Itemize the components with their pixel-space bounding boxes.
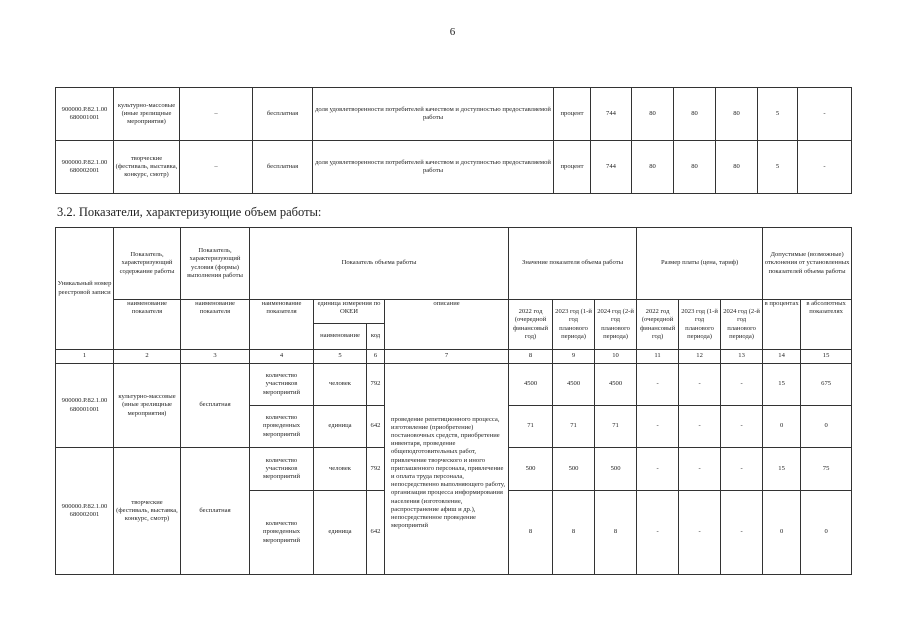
content-cell: культурно-массовые (иные зрелищные мероприятия): [114, 364, 181, 448]
okei-cell: 744: [591, 88, 632, 141]
header-name-indicator: наименование показателя: [250, 300, 314, 350]
value-2023: 4500: [553, 364, 595, 406]
header-f2024: 2024 год (2-й год планового периода): [721, 300, 763, 350]
value-2024: 71: [595, 406, 637, 448]
fee-2022: -: [637, 448, 679, 491]
value-2022: 500: [509, 448, 553, 491]
indicator-cell: доля удовлетворенности потребителей качеством и доступностью предоставляемой работы: [313, 141, 554, 194]
deviation-abs: 75: [801, 448, 852, 491]
value-2023: 8: [553, 491, 595, 575]
column-number: 11: [637, 350, 679, 364]
deviation-pct: 15: [763, 364, 801, 406]
form-cell: бесплатная: [253, 88, 313, 141]
header-volume-value: Значение показателя объема работы: [509, 228, 637, 300]
header-okei-name: наименование: [314, 324, 367, 350]
header-y2022: 2022 год (очередной финансовый год): [509, 300, 553, 350]
fee-2023: -: [679, 448, 721, 491]
value-2023: 500: [553, 448, 595, 491]
column-number: 13: [721, 350, 763, 364]
registry-code: 900000.Р.82.1.00 680002001: [56, 448, 114, 575]
indicator-cell: количество проведенных мероприятий: [250, 406, 314, 448]
registry-code: 900000.Р.82.1.00 680001001: [56, 364, 114, 448]
indicator-cell: количество участников мероприятий: [250, 364, 314, 406]
content-cell: творческие (фестиваль, выставка, конкурс, смотр): [114, 448, 181, 575]
value-2023: 80: [674, 141, 716, 194]
column-number: 6: [367, 350, 385, 364]
header-name-condition: наименование показателя: [181, 300, 250, 350]
header-row: [56, 228, 852, 300]
indicator-cell: доля удовлетворенности потребителей качеством и доступностью предоставляемой работы: [313, 88, 554, 141]
fee-2024: -: [721, 491, 763, 575]
page-number: 6: [449, 26, 456, 38]
column-number: 5: [314, 350, 367, 364]
value-2024: 4500: [595, 364, 637, 406]
header-deviation: Допустимые (возможные) отклонения от установленных показателей объема работы: [763, 228, 852, 300]
value-2023: 71: [553, 406, 595, 448]
fee-2022: -: [637, 406, 679, 448]
table-row: [56, 88, 852, 141]
header-condition-indicator: Показатель, характеризующий условия (формы) выполнения работы: [181, 228, 250, 300]
fee-2024: -: [721, 364, 763, 406]
description-cell: проведение репетиционного процесса, изготовление (приобретение) постановочных средств, приобретение инвентаря, проведение общеподготовительных работ, привлечение творческого и иного приглашенного персонала, привлечение и оплата труда персонала, непосредственно выполняющего работу, организация процесса информирования населения (изготовление, распространение афиш и др.), непосредственное проведение мероприятий: [385, 364, 509, 575]
fee-2023: -: [679, 364, 721, 406]
header-name-content: наименование показателя: [114, 300, 181, 350]
column-number: 10: [595, 350, 637, 364]
column-number: 4: [250, 350, 314, 364]
form-cell: бесплатная: [253, 141, 313, 194]
deviation-abs: 675: [801, 364, 852, 406]
deviation-abs: -: [798, 141, 852, 194]
value-2024: 80: [716, 141, 758, 194]
column-number: 1: [56, 350, 114, 364]
header-y2023: 2023 год (1-й год планового периода): [553, 300, 595, 350]
header-row: [56, 300, 852, 324]
fee-2024: -: [721, 406, 763, 448]
header-volume-indicator: Показатель объема работы: [250, 228, 509, 300]
value-2022: 4500: [509, 364, 553, 406]
unit-cell: процент: [554, 141, 591, 194]
header-dev-pct: в процентах: [763, 300, 801, 350]
unit-cell: человек: [314, 364, 367, 406]
column-number: 3: [181, 350, 250, 364]
table-row: [56, 364, 852, 406]
value-2022: 80: [632, 88, 674, 141]
unit-cell: человек: [314, 448, 367, 491]
quality-indicators-table: [55, 87, 852, 194]
okei-cell: 642: [367, 491, 385, 575]
header-f2022: 2022 год (очередной финансовый год): [637, 300, 679, 350]
content-cell: культурно-массовые (иные зрелищные мероприятия): [114, 88, 180, 141]
header-unique-number: Уникальный номер реестровой записи: [56, 228, 114, 350]
fee-2023: -: [679, 406, 721, 448]
condition-cell: –: [180, 88, 253, 141]
indicator-cell: количество проведенных мероприятий: [250, 491, 314, 575]
header-okei-code: код: [367, 324, 385, 350]
column-number: 15: [801, 350, 852, 364]
value-2024: 500: [595, 448, 637, 491]
header-dev-abs: в абсолютных показателях: [801, 300, 852, 350]
deviation-abs: 0: [801, 491, 852, 575]
column-number: 14: [763, 350, 801, 364]
header-content-indicator: Показатель, характеризующий содержание работы: [114, 228, 181, 300]
registry-code: 900000.Р.82.1.00 680001001: [56, 88, 114, 141]
deviation-pct: 5: [758, 88, 798, 141]
deviation-pct: 5: [758, 141, 798, 194]
okei-cell: 744: [591, 141, 632, 194]
fee-2022: -: [637, 491, 679, 575]
header-okei-unit: единица измерения по ОКЕИ: [314, 300, 385, 324]
deviation-pct: 0: [763, 491, 801, 575]
deviation-abs: 0: [801, 406, 852, 448]
unit-cell: единица: [314, 406, 367, 448]
column-number: 12: [679, 350, 721, 364]
value-2022: 71: [509, 406, 553, 448]
fee-2024: -: [721, 448, 763, 491]
header-fee: Размер платы (цена, тариф): [637, 228, 763, 300]
column-number: 9: [553, 350, 595, 364]
okei-cell: 792: [367, 448, 385, 491]
form-cell: бесплатная: [181, 364, 250, 448]
registry-code: 900000.Р.82.1.00 680002001: [56, 141, 114, 194]
content-cell: творческие (фестиваль, выставка, конкурс, смотр): [114, 141, 180, 194]
column-number-row: [56, 350, 852, 364]
form-cell: бесплатная: [181, 448, 250, 575]
fee-2023: -: [679, 491, 721, 575]
fee-2022: -: [637, 364, 679, 406]
value-2024: 8: [595, 491, 637, 575]
unit-cell: процент: [554, 88, 591, 141]
indicator-cell: количество участников мероприятий: [250, 448, 314, 491]
deviation-abs: -: [798, 88, 852, 141]
value-2022: 8: [509, 491, 553, 575]
column-number: 8: [509, 350, 553, 364]
value-2024: 80: [716, 88, 758, 141]
unit-cell: единица: [314, 491, 367, 575]
column-number: 2: [114, 350, 181, 364]
header-description: описание: [385, 300, 509, 350]
header-y2024: 2024 год (2-й год планового периода): [595, 300, 637, 350]
okei-cell: 792: [367, 364, 385, 406]
column-number: 7: [385, 350, 509, 364]
deviation-pct: 0: [763, 406, 801, 448]
section-heading: 3.2. Показатели, характеризующие объем работы:: [57, 205, 322, 219]
header-f2023: 2023 год (1-й год планового периода): [679, 300, 721, 350]
value-2023: 80: [674, 88, 716, 141]
volume-indicators-table: [55, 227, 852, 575]
condition-cell: –: [180, 141, 253, 194]
table-row: [56, 141, 852, 194]
value-2022: 80: [632, 141, 674, 194]
deviation-pct: 15: [763, 448, 801, 491]
okei-cell: 642: [367, 406, 385, 448]
